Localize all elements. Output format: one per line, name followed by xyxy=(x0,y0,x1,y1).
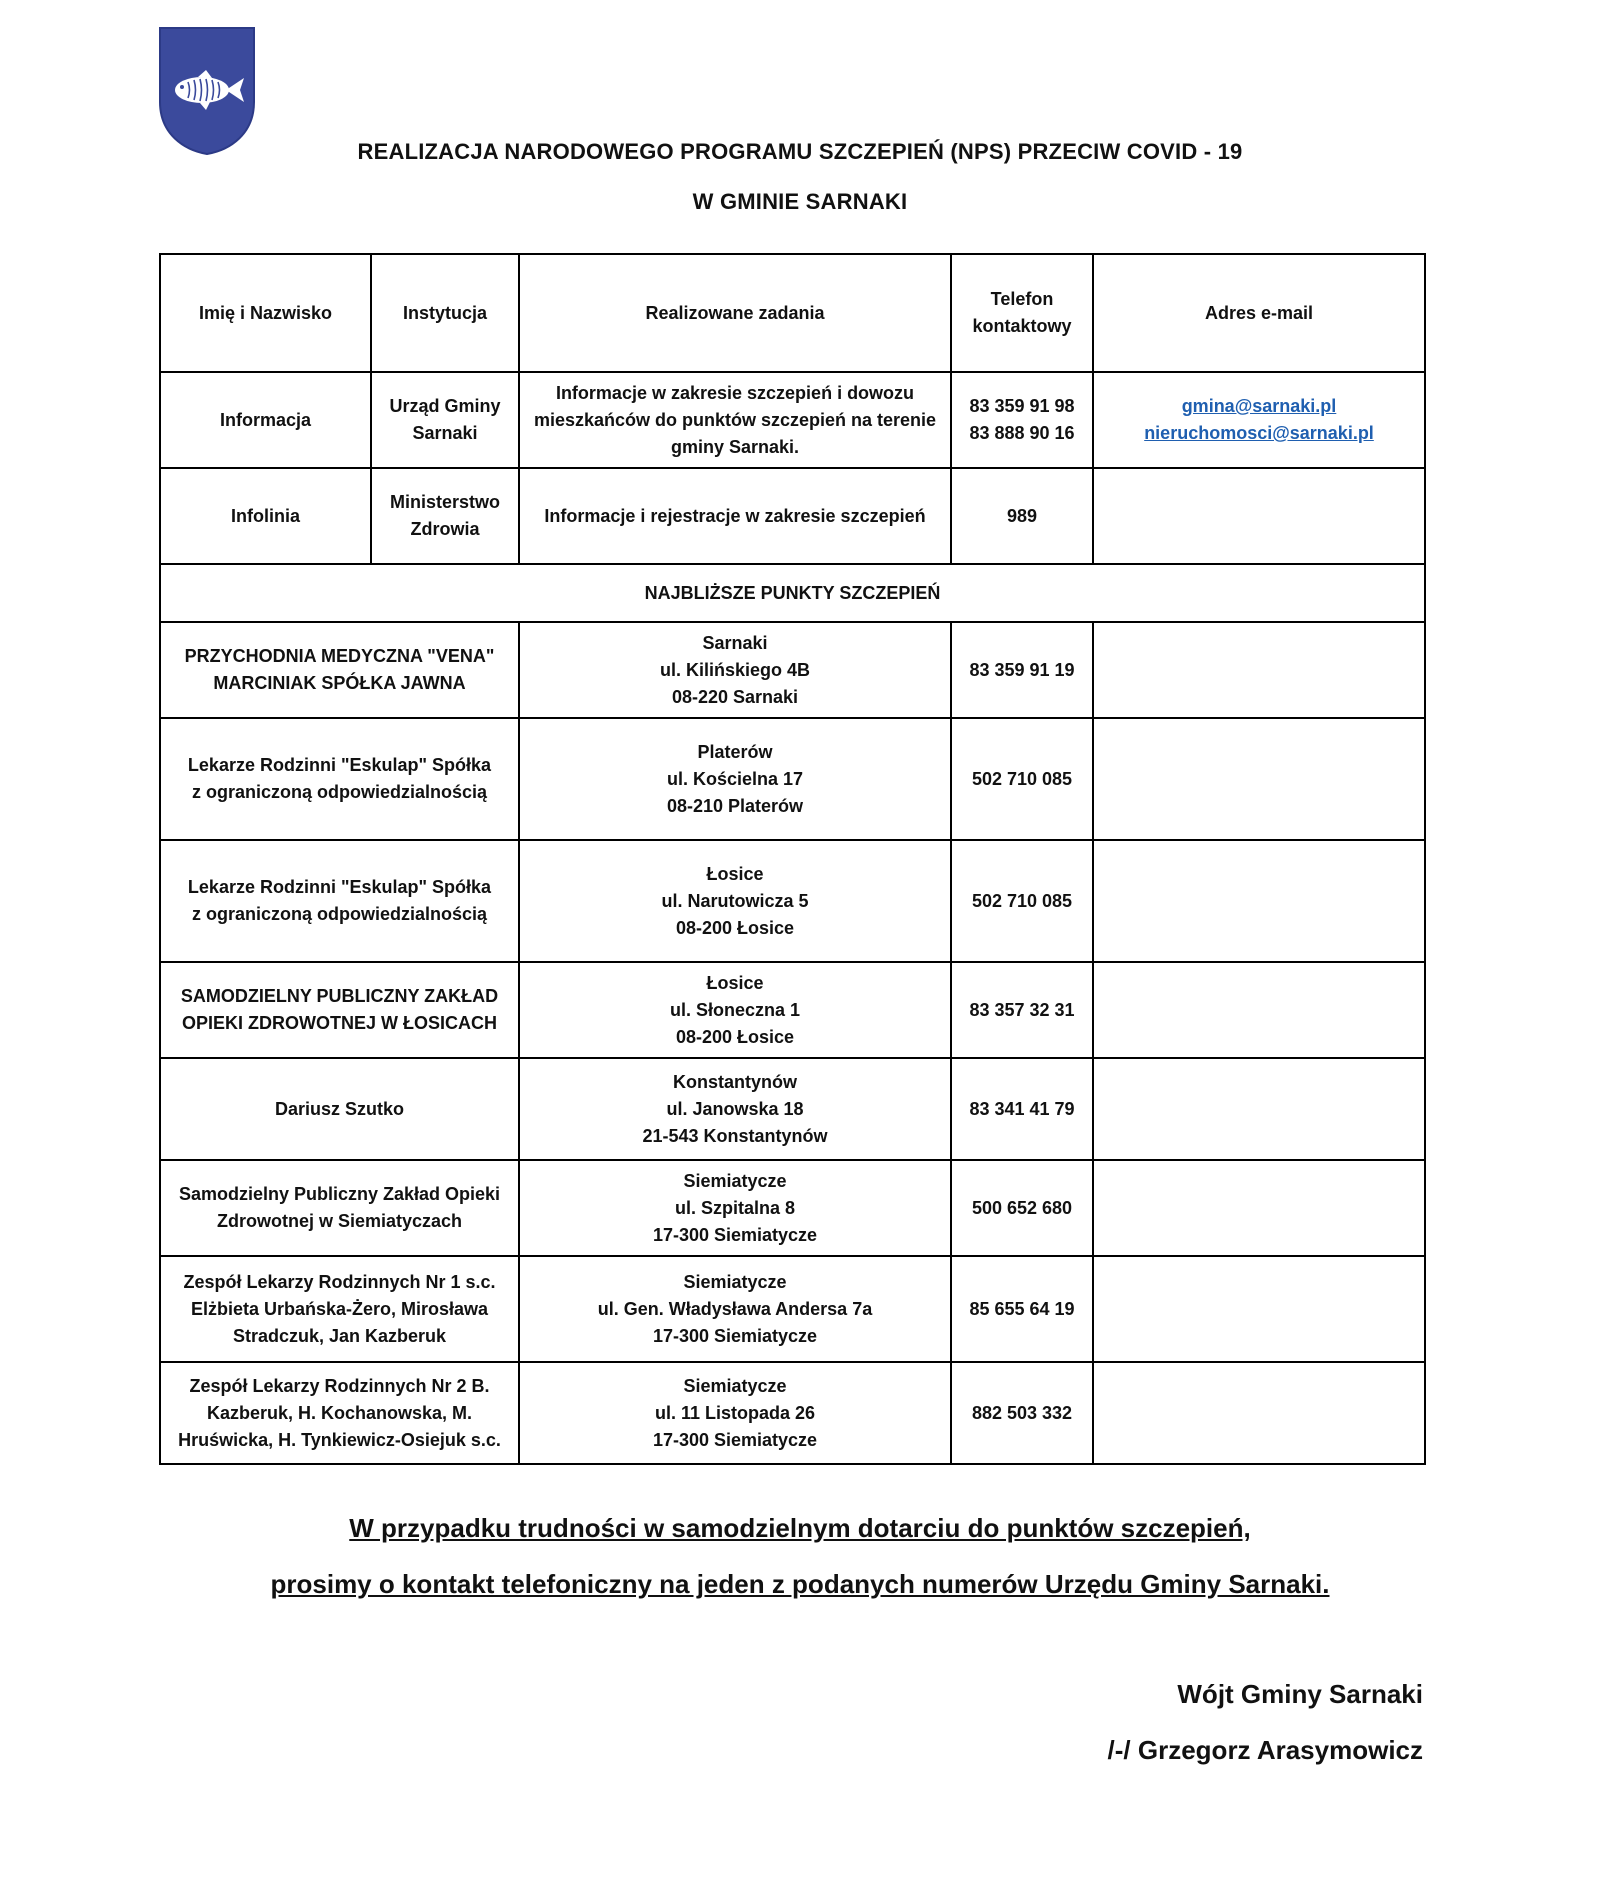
table-row xyxy=(160,372,1425,468)
point-phone: 500 652 680 xyxy=(951,1160,1093,1256)
row-phone: 989 xyxy=(951,468,1093,564)
points-list xyxy=(160,622,1425,1464)
email-link-gmina[interactable]: gmina@sarnaki.pl xyxy=(1181,396,1337,416)
row-institution: Urząd Gminy Sarnaki xyxy=(371,372,519,468)
row-name: Infolinia xyxy=(160,468,371,564)
row-tasks: Informacje w zakresie szczepień i dowozu mieszkańców do punktów szczepień na terenie gminy Sarnaki. xyxy=(519,372,951,468)
point-phone: 502 710 085 xyxy=(951,840,1093,962)
point-name: Lekarze Rodzinni "Eskulap" Spółka z ograniczoną odpowiedzialnością xyxy=(160,840,519,962)
row-phone: 83 359 91 98 83 888 90 16 xyxy=(951,372,1093,468)
point-name: Lekarze Rodzinni "Eskulap" Spółka z ograniczoną odpowiedzialnością xyxy=(160,718,519,840)
footer-note-line2: prosimy o kontakt telefoniczny na jeden z podanych numerów Urzędu Gminy Sarnaki. xyxy=(270,1569,1330,1599)
table-row xyxy=(160,962,1425,1058)
point-address: Sarnaki ul. Kilińskiego 4B 08-220 Sarnaki xyxy=(519,622,951,718)
header-tasks: Realizowane zadania xyxy=(519,254,951,372)
point-email xyxy=(1093,622,1425,718)
point-name: SAMODZIELNY PUBLICZNY ZAKŁAD OPIEKI ZDROWOTNEJ W ŁOSICACH xyxy=(160,962,519,1058)
point-address: Siemiatycze ul. Szpitalna 8 17-300 Siemiatycze xyxy=(519,1160,951,1256)
point-phone: 83 357 32 31 xyxy=(951,962,1093,1058)
point-name: Dariusz Szutko xyxy=(160,1058,519,1160)
footer-note-line1: W przypadku trudności w samodzielnym dotarciu do punktów szczepień, xyxy=(349,1513,1251,1543)
fish-crest-icon xyxy=(158,26,256,156)
row-institution: Ministerstwo Zdrowia xyxy=(371,468,519,564)
point-phone: 83 359 91 19 xyxy=(951,622,1093,718)
point-address: Siemiatycze ul. Gen. Władysława Andersa 7a 17-300 Siemiatycze xyxy=(519,1256,951,1362)
point-name: PRZYCHODNIA MEDYCZNA "VENA" MARCINIAK SPÓŁKA JAWNA xyxy=(160,622,519,718)
row-name: Informacja xyxy=(160,372,371,468)
table-row xyxy=(160,718,1425,840)
table-row xyxy=(160,1256,1425,1362)
point-address: Konstantynów ul. Janowska 18 21-543 Konstantynów xyxy=(519,1058,951,1160)
point-address: Łosice ul. Słoneczna 1 08-200 Łosice xyxy=(519,962,951,1058)
point-name: Samodzielny Publiczny Zakład Opieki Zdrowotnej w Siemiatyczach xyxy=(160,1160,519,1256)
table-row xyxy=(160,840,1425,962)
point-email xyxy=(1093,1058,1425,1160)
point-address: Łosice ul. Narutowicza 5 08-200 Łosice xyxy=(519,840,951,962)
table-row xyxy=(160,1160,1425,1256)
page-title: REALIZACJA NARODOWEGO PROGRAMU SZCZEPIEŃ (NPS) PRZECIW COVID - 19 xyxy=(357,139,1243,164)
point-name: Zespół Lekarzy Rodzinnych Nr 2 B. Kazberuk, H. Kochanowska, M. Hruświcka, H. Tynkiewicz-Osiejuk s.c. xyxy=(160,1362,519,1464)
vaccination-table xyxy=(159,253,1426,1465)
point-email xyxy=(1093,1362,1425,1464)
point-email xyxy=(1093,718,1425,840)
table-row xyxy=(160,468,1425,564)
table-row xyxy=(160,1362,1425,1464)
point-email xyxy=(1093,962,1425,1058)
point-address: Platerów ul. Kościelna 17 08-210 Platerów xyxy=(519,718,951,840)
section-header-row xyxy=(160,564,1425,622)
section-title: NAJBLIŻSZE PUNKTY SZCZEPIEŃ xyxy=(160,564,1425,622)
point-email xyxy=(1093,840,1425,962)
table-row xyxy=(160,1058,1425,1160)
header-name: Imię i Nazwisko xyxy=(160,254,371,372)
signature-name: /-/ Grzegorz Arasymowicz xyxy=(1107,1735,1423,1765)
page-subtitle: W GMINIE SARNAKI xyxy=(692,189,908,214)
table-header-row xyxy=(160,254,1425,372)
row-email xyxy=(1093,468,1425,564)
point-phone: 85 655 64 19 xyxy=(951,1256,1093,1362)
header-phone: Telefon kontaktowy xyxy=(951,254,1093,372)
point-phone: 882 503 332 xyxy=(951,1362,1093,1464)
point-email xyxy=(1093,1160,1425,1256)
header-institution: Instytucja xyxy=(371,254,519,372)
signature-title: Wójt Gminy Sarnaki xyxy=(1177,1679,1423,1709)
email-link-nieruchomosci[interactable]: nieruchomosci@sarnaki.pl xyxy=(1144,423,1374,443)
point-address: Siemiatycze ul. 11 Listopada 26 17-300 Siemiatycze xyxy=(519,1362,951,1464)
point-phone: 502 710 085 xyxy=(951,718,1093,840)
point-phone: 83 341 41 79 xyxy=(951,1058,1093,1160)
row-tasks: Informacje i rejestracje w zakresie szczepień xyxy=(519,468,951,564)
row-email xyxy=(1093,372,1425,468)
table-row xyxy=(160,622,1425,718)
header-email: Adres e-mail xyxy=(1093,254,1425,372)
point-name: Zespół Lekarzy Rodzinnych Nr 1 s.c. Elżbieta Urbańska-Żero, Mirosława Stradczuk, Jan Kazberuk xyxy=(160,1256,519,1362)
point-email xyxy=(1093,1256,1425,1362)
